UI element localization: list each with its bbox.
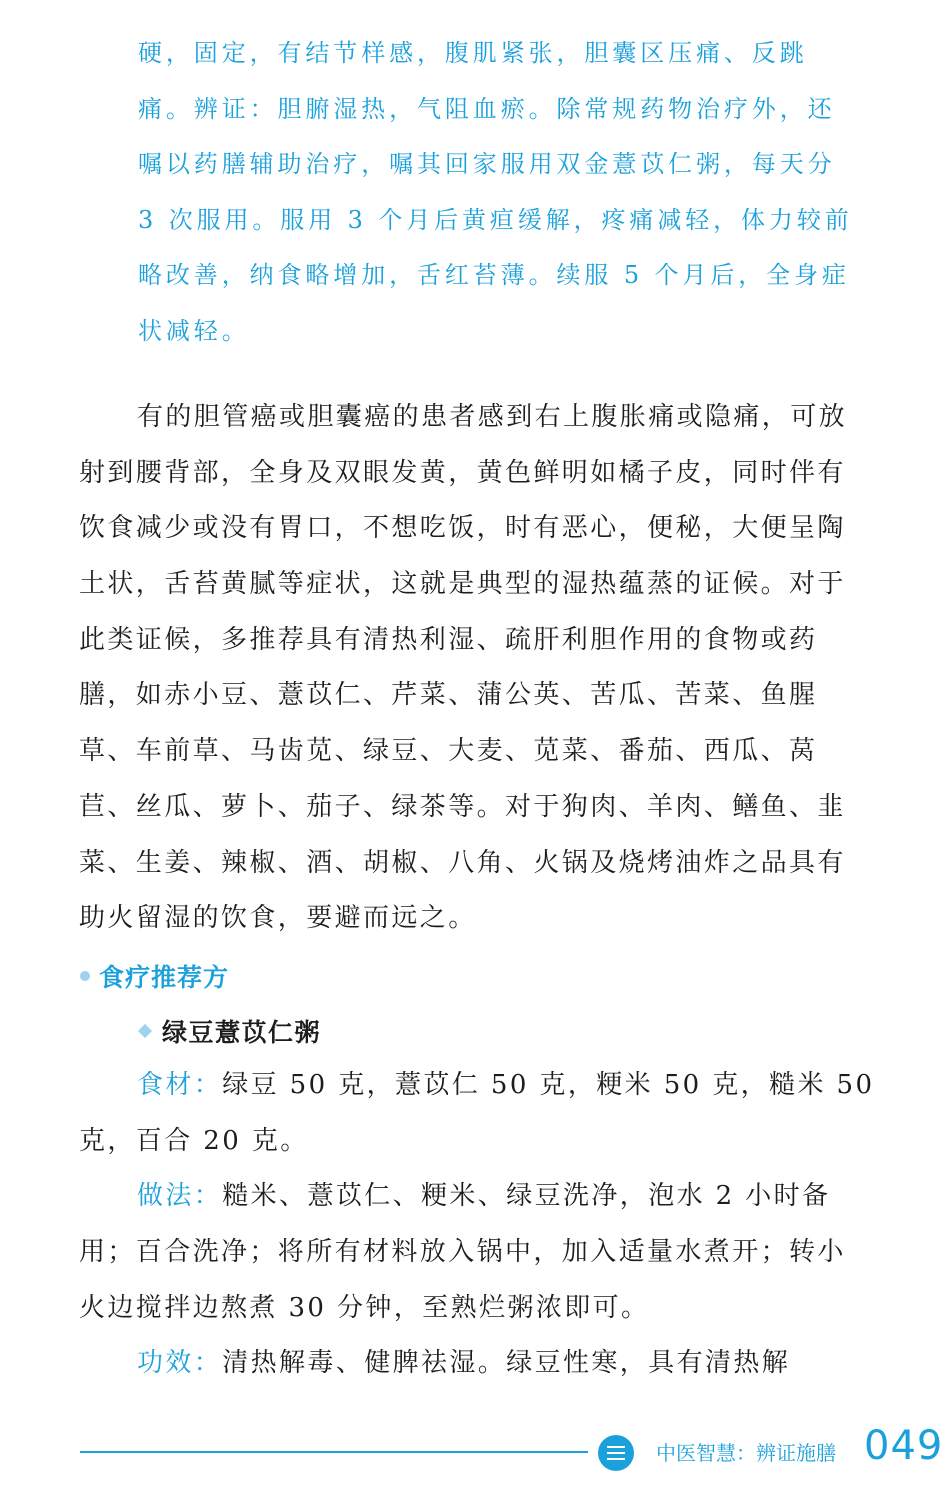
method-text: 糙米、薏苡仁、粳米、绿豆洗净，泡水 2 小时备 <box>222 1181 831 1212</box>
case-study-text <box>138 26 866 359</box>
body-line-9: 菜、生姜、辣椒、酒、胡椒、八角、火锅及烧烤油炸之品具有 <box>79 847 846 878</box>
body-line-1: 有的胆管癌或胆囊癌的患者感到右上腹胀痛或隐痛，可放 <box>137 402 848 432</box>
effect-text: 清热解毒、健脾祛湿。绿豆性寒，具有清热解 <box>222 1348 791 1379</box>
footer-book-title: 中医智慧：辨证施膳 <box>656 1441 836 1465</box>
recipe-title-text: 绿豆薏苡仁粥 <box>162 1018 322 1047</box>
footer-rule <box>80 1451 588 1453</box>
case-line-5: 略改善，纳食略增加，舌红苔薄。续服 5 个月后，全身症 <box>138 261 850 289</box>
body-paragraph <box>79 390 869 947</box>
effect-line-1 <box>79 1336 869 1392</box>
bullet-dot-icon <box>80 971 90 981</box>
ingredients-text: 绿豆 50 克，薏苡仁 50 克，粳米 50 克，糙米 50 <box>222 1070 875 1100</box>
body-line-6: 膳，如赤小豆、薏苡仁、芹菜、蒲公英、苦瓜、苦菜、鱼腥 <box>79 680 818 711</box>
body-line-5: 此类证候，多推荐具有清热利湿、疏肝利胆作用的食物或药 <box>79 624 818 655</box>
case-line-2: 痛。辨证：胆腑湿热，气阻血瘀。除常规药物治疗外，还 <box>138 94 836 123</box>
method-label: 做法： <box>137 1181 223 1212</box>
body-line-8: 苣、丝瓜、萝卜、茄子、绿茶等。对于狗肉、羊肉、鳝鱼、韭 <box>79 791 846 822</box>
recipe-details <box>79 1058 875 1392</box>
recipe-title <box>140 1011 321 1051</box>
case-line-6: 状减轻。 <box>138 316 250 345</box>
ingredients-line-2: 克，百合 20 克。 <box>79 1125 309 1156</box>
body-line-2: 射到腰背部，全身及双眼发黄，黄色鲜明如橘子皮，同时伴有 <box>79 457 846 488</box>
section-heading-text: 食疗推荐方 <box>99 963 230 992</box>
page-number: 049 <box>864 1423 944 1469</box>
ingredients-label: 食材： <box>137 1070 223 1100</box>
body-line-3: 饮食减少或没有胃口，不想吃饭，时有恶心，便秘，大便呈陶 <box>79 513 846 544</box>
section-heading <box>80 956 229 996</box>
ingredients-line-1 <box>79 1058 875 1114</box>
body-line-10: 助火留湿的饮食，要避而远之。 <box>79 903 477 934</box>
case-line-3: 嘱以药膳辅助治疗，嘱其回家服用双金薏苡仁粥，每天分 <box>138 150 836 178</box>
three-lines-icon <box>598 1435 634 1471</box>
method-line-1 <box>79 1169 869 1225</box>
effect-label: 功效： <box>137 1348 223 1379</box>
body-line-4: 土状，舌苔黄腻等症状，这就是典型的湿热蕴蒸的证候。对于 <box>79 569 846 600</box>
diamond-bullet-icon <box>138 1024 152 1038</box>
method-line-2: 用；百合洗净；将所有材料放入锅中，加入适量水煮开；转小 <box>79 1237 846 1268</box>
method-line-3: 火边搅拌边熬煮 30 分钟，至熟烂粥浓即可。 <box>79 1292 650 1323</box>
body-line-7: 草、车前草、马齿苋、绿豆、大麦、苋菜、番茄、西瓜、莴 <box>79 736 818 767</box>
case-line-1: 硬，固定，有结节样感，腹肌紧张，胆囊区压痛、反跳 <box>138 39 808 67</box>
case-line-4: 3 次服用。服用 3 个月后黄疸缓解，疼痛减轻，体力较前 <box>138 205 853 234</box>
